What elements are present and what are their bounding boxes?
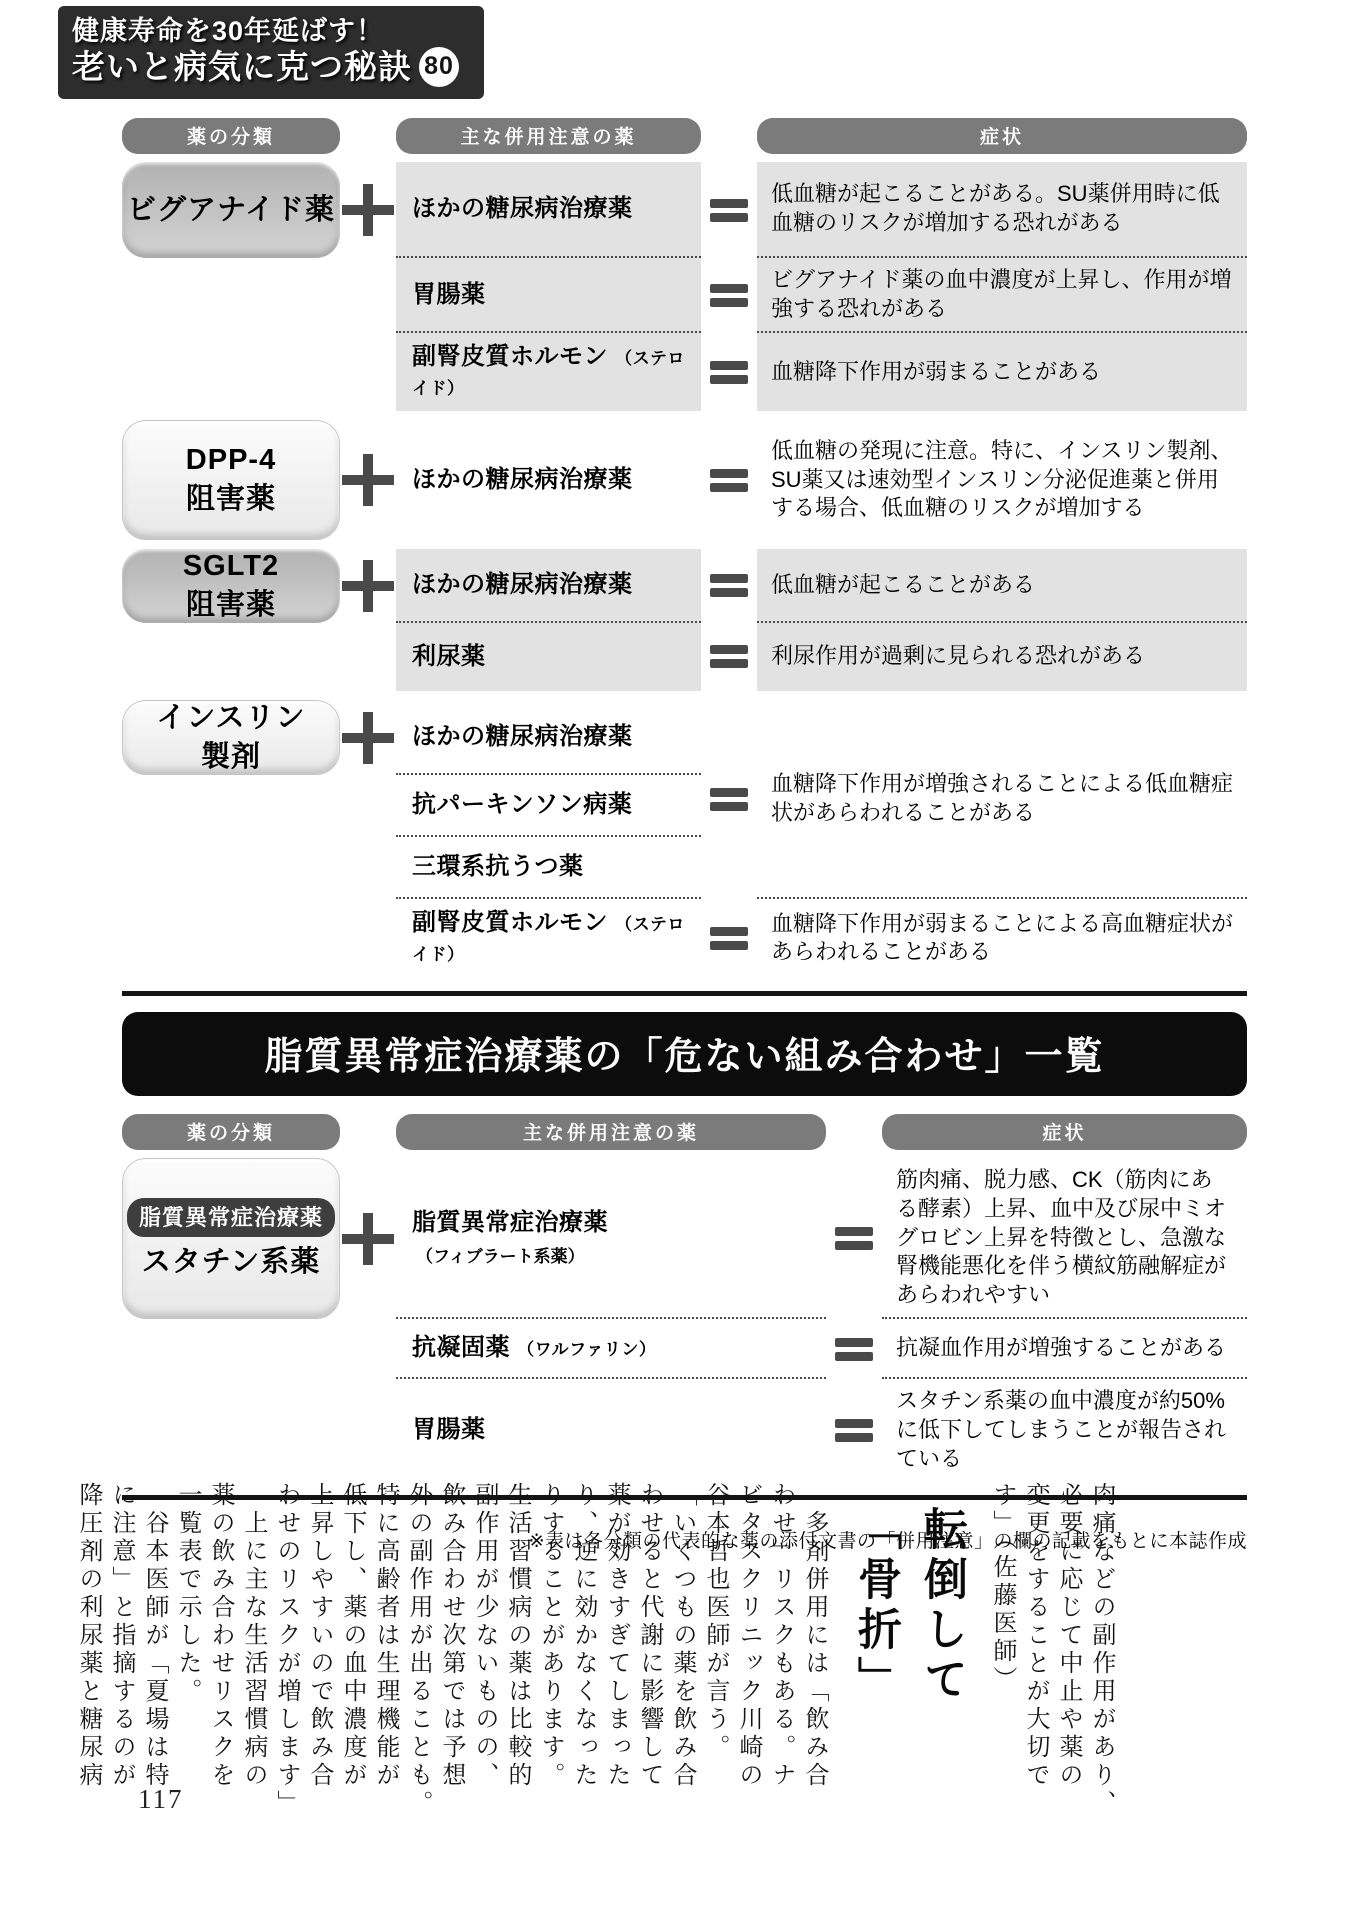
article-column: 上に主な生活習慣病の [240,1482,266,1790]
section-banner: 脂質異常症治療薬の「危ない組み合わせ」一覧 [122,1012,1247,1096]
classification-label: ビグアナイド薬 [127,193,335,226]
drug-note: （ワルファリン） [517,1340,657,1360]
classification-box [122,420,340,540]
table2-header-row [122,1114,1247,1150]
table-footnote: ※表は各分類の代表的な薬の添付文書の「併用注意」の欄の記載をもとに本誌作成 [528,1531,1247,1553]
drug-cell [396,1158,826,1319]
header-pill-symptoms: 症状 [882,1114,1247,1150]
plus-icon [342,184,394,236]
classification-label-line1: SGLT2 [182,550,280,583]
drug-cell [396,899,701,977]
article-column: 薬が効きすぎてしまった [603,1482,629,1790]
article-column: 副作用が少ないものの、 [471,1482,497,1790]
equals-cell [701,162,757,258]
article-column: 谷本医師が「夏場は特 [141,1482,167,1790]
equals-cell [701,700,757,900]
header-pill-classification: 薬の分類 [122,118,340,154]
plus-icon [342,454,394,506]
article-column: 必要に応じて中止や薬の [1055,1482,1081,1790]
equals-cell [701,549,757,623]
equals-icon [710,464,748,497]
classification-label-line1: DPP-4 [185,444,277,477]
drug-label: 胃腸薬 [412,280,486,308]
article-heading-col2: 「骨折」 [851,1506,900,1706]
symptom-text: 筋肉痛、脱力感、CK（筋肉にある酵素）上昇、血中及び尿中ミオグロビン上昇を特徴とし、急激な腎機能悪化を伴う横紋筋融解症があらわれやすい [896,1167,1227,1307]
article-column: り、逆に効かなくなった [570,1482,596,1790]
article-column: 飲み合わせ次第では予想 [438,1482,464,1790]
equals-icon [835,1333,873,1366]
series-badge-line2-text: 老いと病気に克つ秘訣 [72,47,412,85]
drug-note: （ステロイド） [412,915,685,965]
classification-category-badge: 脂質異常症治療薬 [127,1198,335,1237]
article-column: わせのリスクが増します」 [273,1482,299,1818]
drug-label: 利尿薬 [412,642,486,670]
equals-icon [710,194,748,227]
article-column: 生活習慣病の薬は比較的 [504,1482,530,1790]
symptom-text: 低血糖が起こることがある。SU薬併用時に低血糖のリスクが増加する恐れがある [771,181,1220,235]
symptom-cell [757,549,1247,623]
drug-label: 胃腸薬 [412,1416,486,1444]
article-column: 外の副作用が出ることも。 [405,1482,431,1818]
classification-box [122,700,340,776]
equals-icon [710,356,748,389]
symptom-cell [757,700,1247,900]
drug-label: 三環系抗うつ薬 [412,853,584,881]
drug-note: （フィブラート系薬） [416,1247,585,1267]
symptom-cell [757,162,1247,258]
drug-label: 脂質異常症治療薬 [412,1209,608,1237]
drug-cell [396,1319,826,1379]
article-column: 上昇しやすいので飲み合 [306,1482,332,1790]
series-number-circle: 80 [419,47,459,87]
symptom-cell [757,258,1247,333]
drug-label: 副腎皮質ホルモン （ステロイド） [412,909,685,965]
article-column: わせると代謝に影響して [636,1482,662,1790]
series-badge-line1: 健康寿命を30年延ばす！ [72,16,385,46]
equals-cell [701,258,757,333]
table-row-dpp4 [122,420,1247,540]
classification-label-line2: 阻害薬 [185,588,276,621]
table-row-statin [122,1158,1247,1481]
article-column: 変更をすることが大切で [1022,1482,1048,1790]
article-column: わせ」リスクもある。ナ [768,1482,794,1790]
drug-label: 副腎皮質ホルモン （ステロイド） [412,343,685,399]
article-heading [835,1482,981,1706]
drug-label: 抗パーキンソン病薬 [412,791,633,819]
drug-label: ほかの糖尿病治療薬 [412,466,633,494]
symptom-cell [757,420,1247,540]
classification-label: スタチン系薬 [141,1245,321,1278]
header-pill-caution-drugs: 主な併用注意の薬 [396,118,701,154]
equals-icon [710,922,748,955]
article-column: 一覧表で示した。 [174,1482,200,1706]
equals-icon [710,640,748,673]
header-pill-caution-drugs: 主な併用注意の薬 [396,1114,826,1150]
equals-icon [710,279,748,312]
symptom-text: スタチン系薬の血中濃度が約50%に低下してしまうことが報告されている [896,1388,1227,1471]
equals-cell [701,899,757,977]
symptom-text: 血糖降下作用が弱まることがある [771,358,1102,384]
symptom-cell [757,623,1247,691]
article-column: 多剤併用には「飲み合 [801,1482,827,1790]
plus-icon [342,560,394,612]
drug-cell [396,549,701,623]
table-row-biguanide [122,162,1247,411]
classification-box [122,1158,340,1319]
classification-label-line2: 阻害薬 [185,483,276,516]
article-column: 特に高齢者は生理機能が [372,1482,398,1790]
article-column: す」（佐藤医師） [989,1482,1015,1694]
table1-header-row [122,118,1247,154]
equals-icon [710,569,748,602]
page-number: 117 [138,1784,184,1814]
drug-cell [396,258,701,333]
drug-cell [396,1379,826,1481]
drug-cell [396,700,701,776]
drug-cell [396,623,701,691]
drug-label: ほかの糖尿病治療薬 [412,570,633,598]
plus-icon [342,712,394,764]
series-badge [58,6,484,99]
tables-area [122,118,1247,1553]
symptom-cell [882,1319,1247,1379]
drug-label: 抗凝固薬 （ワルファリン） [412,1334,657,1362]
symptom-text: 低血糖の発現に注意。特に、インスリン製剤、SU薬又は速効型インスリン分泌促進薬と併用する場合、低血糖のリスクが増加する [771,438,1233,521]
header-pill-symptoms: 症状 [757,118,1247,154]
symptom-text: 利尿作用が過剰に見られる恐れがある [771,643,1146,669]
article-column: 降圧剤の利尿薬と糖尿病 [75,1482,101,1790]
symptom-text: 抗凝血作用が増強することがある [896,1335,1227,1361]
symptom-cell [882,1158,1247,1319]
drug-label: ほかの糖尿病治療薬 [412,195,633,222]
article-column: 低下し、薬の血中濃度が [339,1482,365,1790]
drug-cell [396,775,701,837]
plus-icon [342,1213,394,1265]
article-column: 肉痛などの副作用があり、 [1088,1482,1114,1818]
header-pill-classification: 薬の分類 [122,1114,340,1150]
symptom-cell [882,1379,1247,1481]
drug-cell [396,420,701,540]
equals-cell [701,333,757,411]
article-column: 薬の飲み合わせリスクを [207,1482,233,1790]
equals-icon [710,783,748,816]
equals-icon [835,1414,873,1447]
equals-cell [701,420,757,540]
drug-label: ほかの糖尿病治療薬 [412,722,633,750]
classification-label-line1: インスリン [156,701,306,734]
article-column: に注意」と指摘するのが [108,1482,134,1790]
table-row-sglt2 [122,549,1247,691]
classification-label-line2: 製剤 [200,740,261,773]
symptom-text: 低血糖が起こることがある [771,571,1036,597]
symptom-text: 血糖降下作用が増強されることによる低血糖症状があらわれることがある [771,770,1234,825]
equals-icon [835,1222,873,1255]
classification-box [122,549,340,623]
equals-cell [826,1379,882,1481]
series-badge-line2 [72,47,470,87]
article-body [76,1482,1113,1818]
drug-cell [396,333,701,411]
equals-cell [701,623,757,691]
equals-cell [826,1158,882,1319]
drug-note: （ステロイド） [412,349,685,399]
symptom-text: 血糖降下作用が弱まることによる高血糖症状があらわれることがある [771,910,1234,965]
article-column: ビタスクリニック川崎の [735,1482,761,1790]
symptom-cell [757,899,1247,977]
table-row-insulin [122,700,1247,978]
drug-cell [396,162,701,258]
symptom-text: ビグアナイド薬の血中濃度が上昇し、作用が増強する恐れがある [771,267,1232,321]
classification-box [122,162,340,258]
article-heading-col1: 転倒して [917,1506,966,1706]
drug-cell [396,837,701,899]
symptom-cell [757,333,1247,411]
equals-cell [826,1319,882,1379]
article-column: 「いくつもの薬を飲み合 [669,1482,695,1790]
article-column: りすることがあります。 [537,1482,563,1790]
article-column: 谷本哲也医師が言う。 [702,1482,728,1762]
section-divider-rule [122,991,1247,996]
